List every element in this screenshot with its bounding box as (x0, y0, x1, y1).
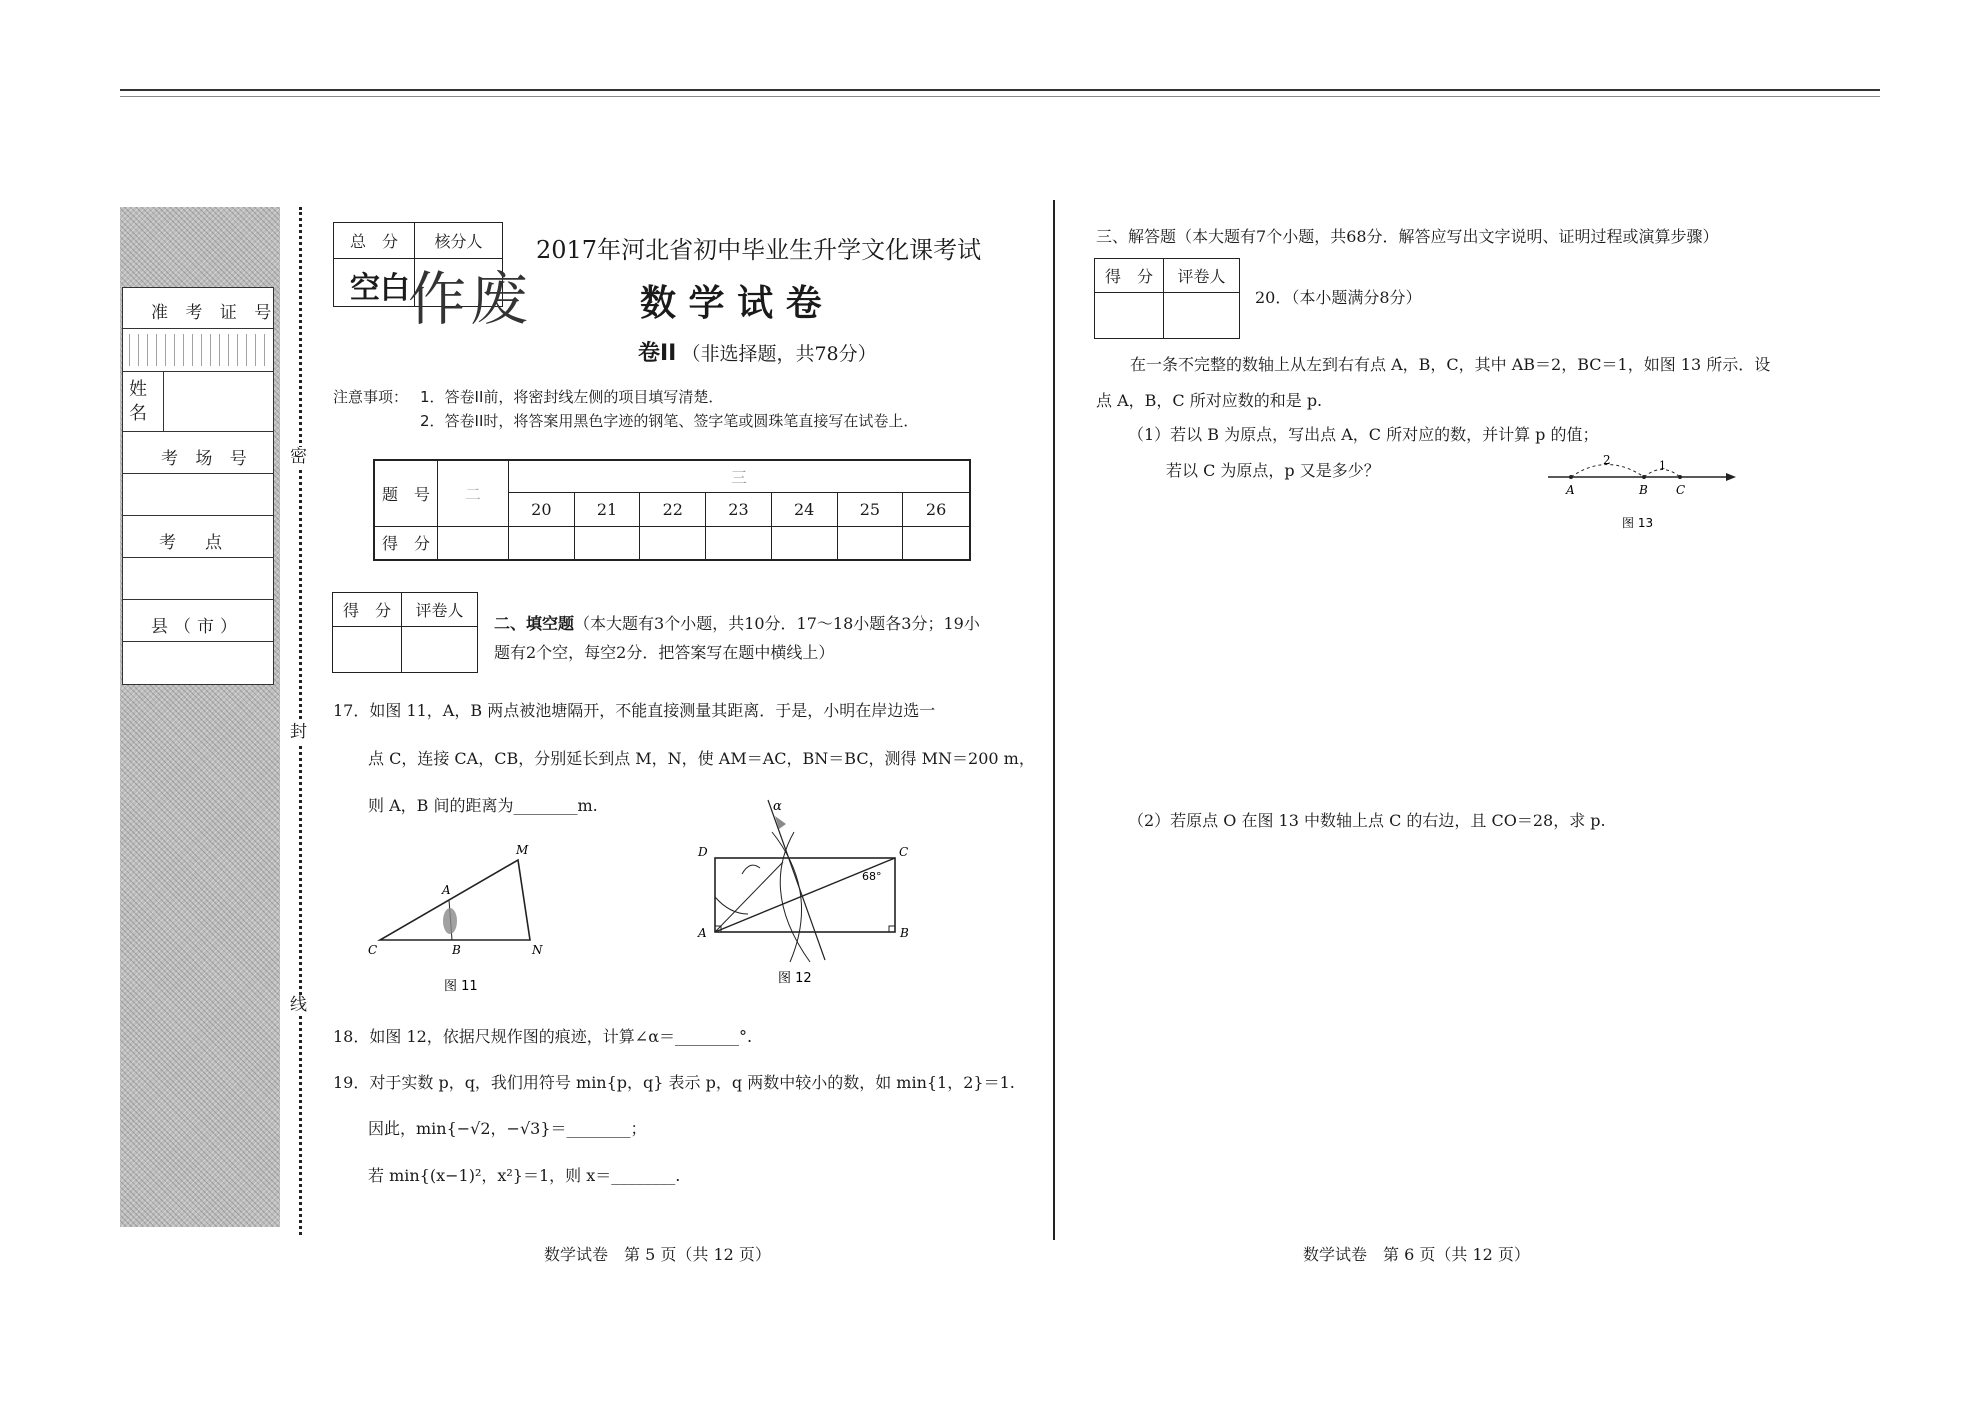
section2-title: 二、填空题 (494, 614, 575, 633)
fig12-label-b: B (900, 926, 909, 940)
room-label: 考 场 号 (161, 449, 253, 469)
grader-score-cell[interactable] (333, 627, 402, 673)
fig13-label-c: C (1676, 483, 1686, 497)
fig11-caption: 图 11 (444, 979, 478, 994)
exam-id-label: 准 考 证 号 (151, 303, 278, 323)
fig12-label-c: C (899, 845, 909, 859)
section2-desc-1: （本大题有3个小题，共10分．17～18小题各3分；19小 (574, 614, 980, 633)
q17-line-3: 则 A，B 间的距离为________m. (368, 796, 598, 815)
fig12-caption: 图 12 (778, 971, 812, 986)
fig12-arc-4 (742, 865, 760, 874)
checker-handwriting: 作废 (408, 265, 533, 333)
grader-score-header: 得 分 (333, 593, 402, 627)
name-field[interactable] (163, 372, 273, 432)
county-field[interactable] (122, 641, 274, 685)
section3-desc: （本大题有7个小题，共68分．解答应写出文字说明、证明过程或演算步骤） (1176, 227, 1719, 246)
notice-item-1: 1．答卷II前，将密封线左侧的项目填写清楚． (420, 388, 724, 406)
fig11-pond (443, 908, 457, 934)
fig12-construction-line (715, 862, 783, 932)
exam-title: 2017年河北省初中毕业生升学文化课考试 (536, 236, 982, 264)
fig12-label-68: 68° (862, 870, 882, 883)
fig12-perp-bisector (768, 800, 825, 960)
footer-left: 数学试卷 第 5 页（共 12 页） (544, 1245, 771, 1264)
site-label: 考 点 (159, 533, 228, 553)
seal-line (299, 207, 302, 1235)
q19-line-1: 19．对于实数 p，q，我们用符号 min{p，q} 表示 p，q 两数中较小的数，如 min{1，2}＝1. (333, 1073, 1015, 1092)
fig11-label-c: C (368, 943, 378, 957)
fig11-label-n: N (532, 943, 543, 957)
county-label: 县（市） (151, 617, 243, 637)
score-table-qno: 24 (771, 492, 837, 526)
score-table-qno: 26 (903, 492, 970, 526)
score-table-score-label: 得 分 (374, 526, 438, 560)
score-table-cell[interactable] (837, 526, 903, 560)
name-box (122, 371, 274, 433)
fig13-label-b: B (1639, 483, 1648, 497)
exam-id-box (122, 287, 278, 373)
fig12-label-d: D (698, 845, 708, 859)
grader-name-header: 评卷人 (402, 593, 478, 627)
section2-heading (494, 611, 980, 634)
score-table-qno: 22 (640, 492, 706, 526)
paper-part (638, 336, 877, 367)
grader-box-q20 (1094, 258, 1240, 339)
q20-part2: （2）若原点 O 在图 13 中数轴上点 C 的右边，且 CO＝28，求 p. (1128, 811, 1606, 830)
grader-box-section2 (332, 592, 478, 673)
grader-score-cell[interactable] (1095, 293, 1164, 339)
paper-part-note: （非选择题，共78分） (681, 343, 877, 365)
score-table-col-two: 二 (438, 460, 509, 526)
total-score-value[interactable] (334, 259, 415, 307)
grader-name-header: 评卷人 (1164, 259, 1240, 293)
top-rule-thin (120, 96, 1880, 97)
county-box (122, 599, 274, 643)
score-table-cell[interactable] (771, 526, 837, 560)
seal-char-3: 线 (290, 995, 307, 1015)
q17-line-1: 17．如图 11，A，B 两点被池塘隔开，不能直接测量其距离．于是，小明在岸边选一 (333, 701, 936, 720)
total-score-header: 总 分 (334, 223, 415, 259)
grader-score-header: 得 分 (1095, 259, 1164, 293)
score-table (373, 459, 971, 561)
q20-part1-a: （1）若以 B 为原点，写出点 A，C 所对应的数，并计算 p 的值； (1128, 425, 1599, 444)
score-table-qno-label: 题 号 (374, 460, 438, 526)
section3-title: 三、解答题 (1096, 227, 1177, 246)
q20-part1-b: 若以 C 为原点，p 又是多少？ (1166, 461, 1380, 480)
notice-item-2: 2．答卷II时，将答案用黑色字迹的钢笔、签字笔或圆珠笔直接写在试卷上． (420, 412, 919, 430)
room-field[interactable] (122, 473, 274, 517)
fig13-label-a: A (1566, 483, 1575, 497)
score-table-cell[interactable] (509, 526, 575, 560)
fig11-label-b: B (452, 943, 461, 957)
q19-line-2: 因此，min{−√2，−√3}＝________； (368, 1119, 647, 1138)
fig11-label-m: M (516, 843, 529, 857)
score-table-cell[interactable] (574, 526, 640, 560)
figure-12 (690, 792, 930, 992)
grader-name-cell[interactable] (1164, 293, 1240, 339)
score-table-qno: 21 (574, 492, 640, 526)
checker-header: 核分人 (415, 223, 503, 259)
section2-desc-2: 题有2个空，每空2分．把答案写在题中横线上） (494, 643, 835, 662)
fig12-label-alpha: α (773, 799, 782, 814)
footer-right: 数学试卷 第 6 页（共 12 页） (1303, 1245, 1530, 1264)
q20-para-1: 在一条不完整的数轴上从左到右有点 A，B，C，其中 AB＝2，BC＝1，如图 13 所示．设 (1130, 355, 1771, 374)
fig12-arc-3 (715, 897, 748, 914)
score-table-qno: 20 (509, 492, 575, 526)
score-table-qno: 23 (706, 492, 772, 526)
section3-heading (1096, 224, 1719, 247)
q17-line-2: 点 C，连接 CA，CB，分别延长到点 M，N，使 AM＝AC，BN＝BC，测得 MN＝200 m， (368, 749, 1035, 768)
score-table-cell[interactable] (903, 526, 970, 560)
site-box (122, 515, 274, 559)
score-table-col-three: 三 (509, 460, 971, 492)
paper-part-label: 卷II (638, 341, 677, 366)
q18-line-1: 18．如图 12，依据尺规作图的痕迹，计算∠α＝________°. (333, 1027, 753, 1046)
score-table-cell[interactable] (706, 526, 772, 560)
name-label: 姓名 (129, 379, 147, 424)
exam-id-cells[interactable] (129, 334, 267, 366)
site-field[interactable] (122, 557, 274, 601)
score-table-cell[interactable] (640, 526, 706, 560)
subject-title: 数 学 试 卷 (640, 283, 822, 324)
figure-13 (1540, 444, 1740, 540)
top-rule (120, 89, 1880, 91)
fig12-label-a: A (698, 926, 707, 940)
fig12-right-angle-b (889, 926, 895, 932)
notice-label: 注意事项： (333, 388, 409, 406)
fig11-label-a: A (442, 883, 451, 897)
fig13-label-1: 1 (1659, 459, 1666, 472)
exam-id-grid (123, 328, 273, 329)
q20-head: 20．（本小题满分8分） (1255, 288, 1422, 307)
fig13-caption: 图 13 (1622, 516, 1654, 530)
q20-para-2: 点 A，B，C 所对应数的和是 p. (1096, 391, 1323, 410)
score-table-qno: 25 (837, 492, 903, 526)
total-score-handwriting: 空白 (350, 270, 410, 306)
seal-char-1: 密 (290, 447, 307, 467)
fig13-arrowhead (1726, 473, 1736, 481)
fig12-arc-2 (780, 832, 810, 962)
room-box (122, 431, 274, 475)
q19-line-3: 若 min{(x−1)²，x²}＝1，则 x＝________. (368, 1166, 681, 1185)
grader-name-cell[interactable] (402, 627, 478, 673)
fig13-label-2: 2 (1603, 453, 1611, 467)
figure-11 (360, 836, 560, 1006)
score-table-cell[interactable] (438, 526, 509, 560)
column-divider (1053, 200, 1055, 1240)
seal-char-2: 封 (290, 722, 307, 742)
